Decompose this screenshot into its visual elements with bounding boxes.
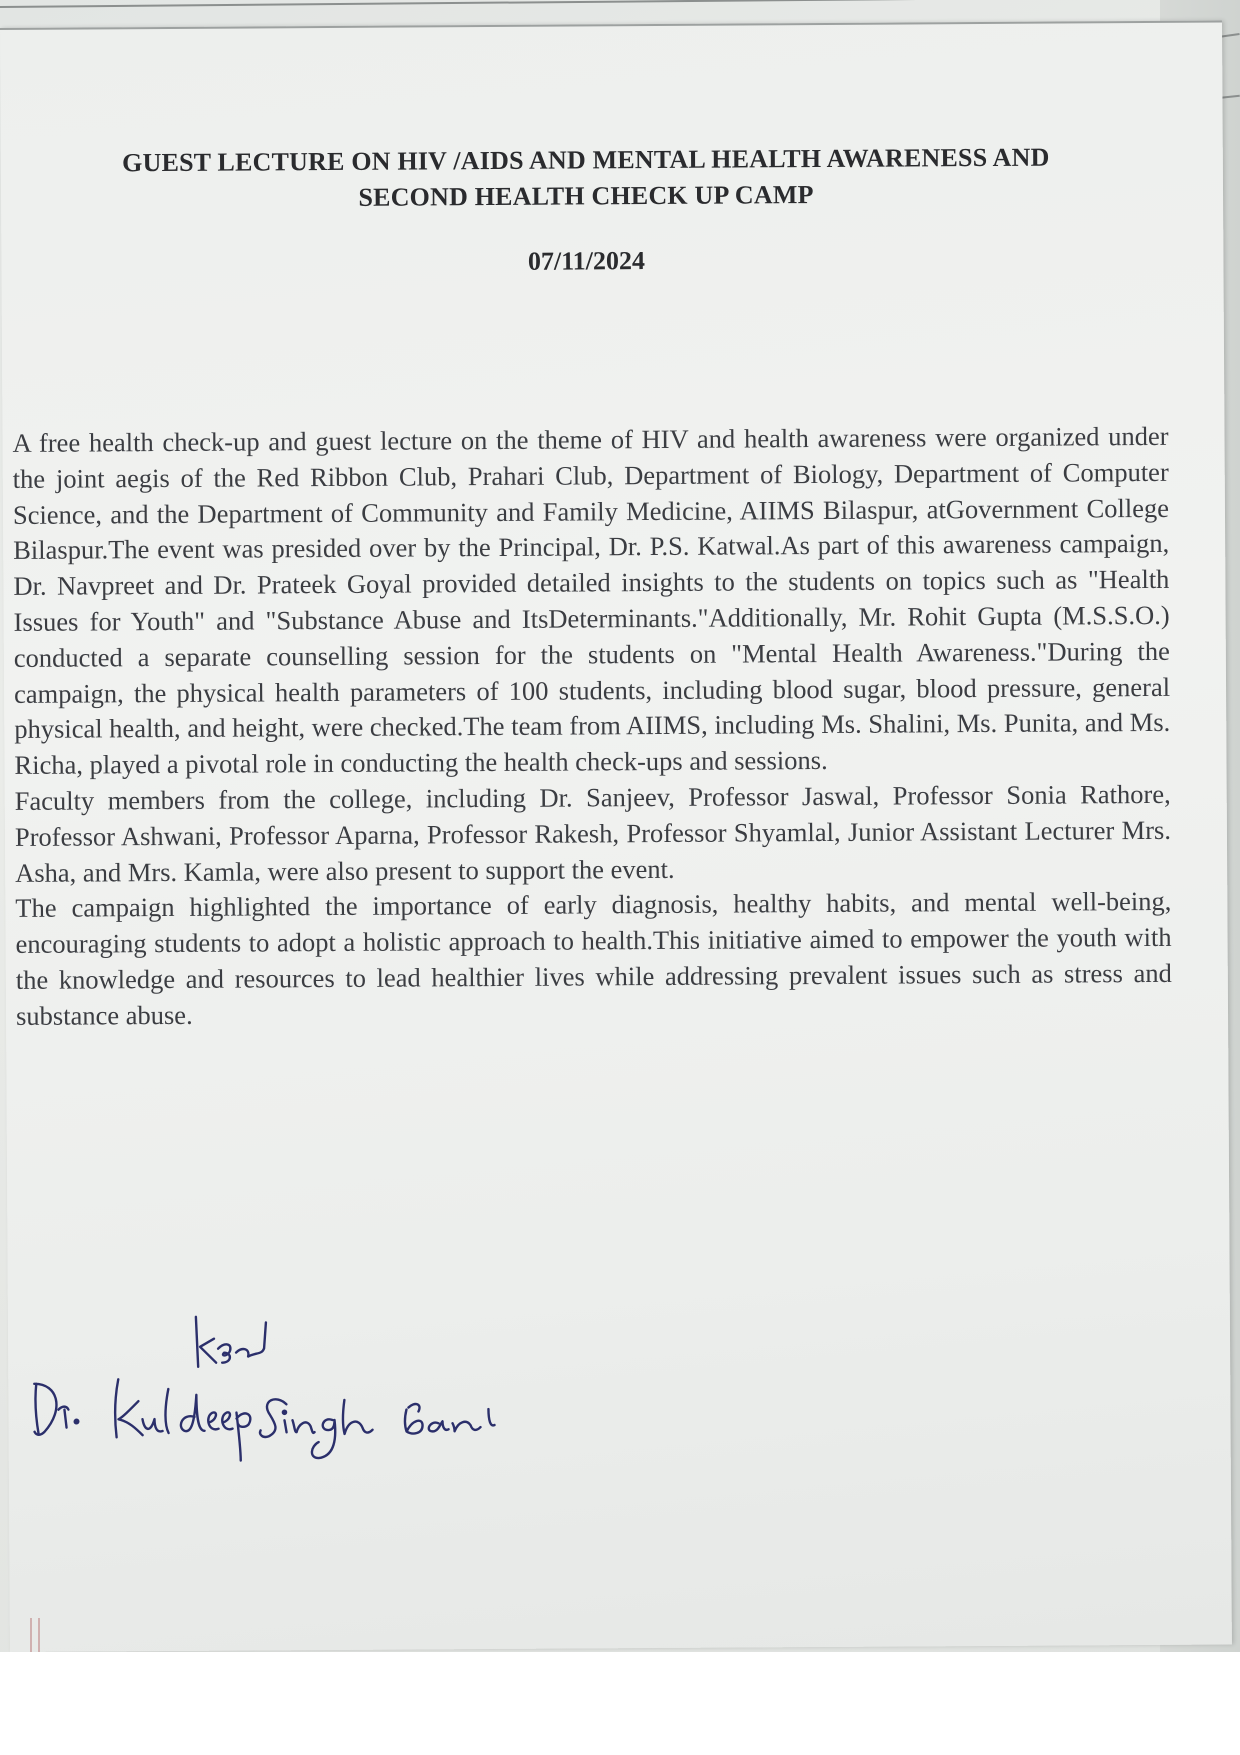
margin-mark	[38, 1618, 40, 1652]
document-sheet	[0, 21, 1232, 1652]
handwritten-signature	[18, 1307, 519, 1470]
document-date: 07/11/2024	[527, 246, 646, 276]
title-line-2: SECOND HEALTH CHECK UP CAMP	[358, 180, 814, 212]
page-edge-line	[0, 0, 1240, 8]
signature-drawing	[18, 1307, 519, 1470]
body-paragraph: A free health check-up and guest lecture on the theme of HIV and health awareness were organized under the joint aegis of the Red Ribbon Club, Prahari Club, Department of Biology, Department of Computer Science, and the Department of Community and Family Medicine, AIIMS Bilaspur, atGovernment College Bilaspur.The event was presided over by the Principal, Dr. P.S. Katwal.As part of this awareness campaign, Dr. Navpreet and Dr. Prateek Goyal provided detailed insights to the students on topics such as "Health Issues for Youth" and "Substance Abuse and ItsDeterminants."Additionally, Mr. Rohit Gupta (M.S.S.O.) conducted a separate counselling session for the students on "Mental Health Awareness."During the campaign, the physical health parameters of 100 students, including blood sugar, blood pressure, general physical health, and height, were checked.The team from AIIMS, including Ms. Shalini, Ms. Punita, and Ms. Richa, played a pivotal role in conducting the health check-ups and sessions.	[12, 420, 1171, 781]
document-title	[31, 139, 1141, 218]
body-paragraph: Faculty members from the college, including Dr. Sanjeev, Professor Jaswal, Professor Sonia Rathore, Professor Ashwani, Professor Aparna, Professor Rakesh, Professor Shyamlal, Junior Assistant Lecturer Mrs. Asha, and Mrs. Kamla, were also present to support the event.	[14, 778, 1172, 888]
sheet-top-edge	[0, 21, 1222, 30]
title-line-1: GUEST LECTURE ON HIV /AIDS AND MENTAL HEALTH AWARENESS AND	[122, 142, 1050, 178]
margin-mark	[30, 1618, 32, 1652]
document-body	[12, 419, 1172, 1035]
body-paragraph: The campaign highlighted the importance of early diagnosis, healthy habits, and mental well-being, encouraging students to adopt a holistic approach to health.This initiative aimed to empower the youth with the knowledge and resources to lead healthier lives while addressing prevalent issues such as stress and substance abuse.	[15, 886, 1172, 1031]
